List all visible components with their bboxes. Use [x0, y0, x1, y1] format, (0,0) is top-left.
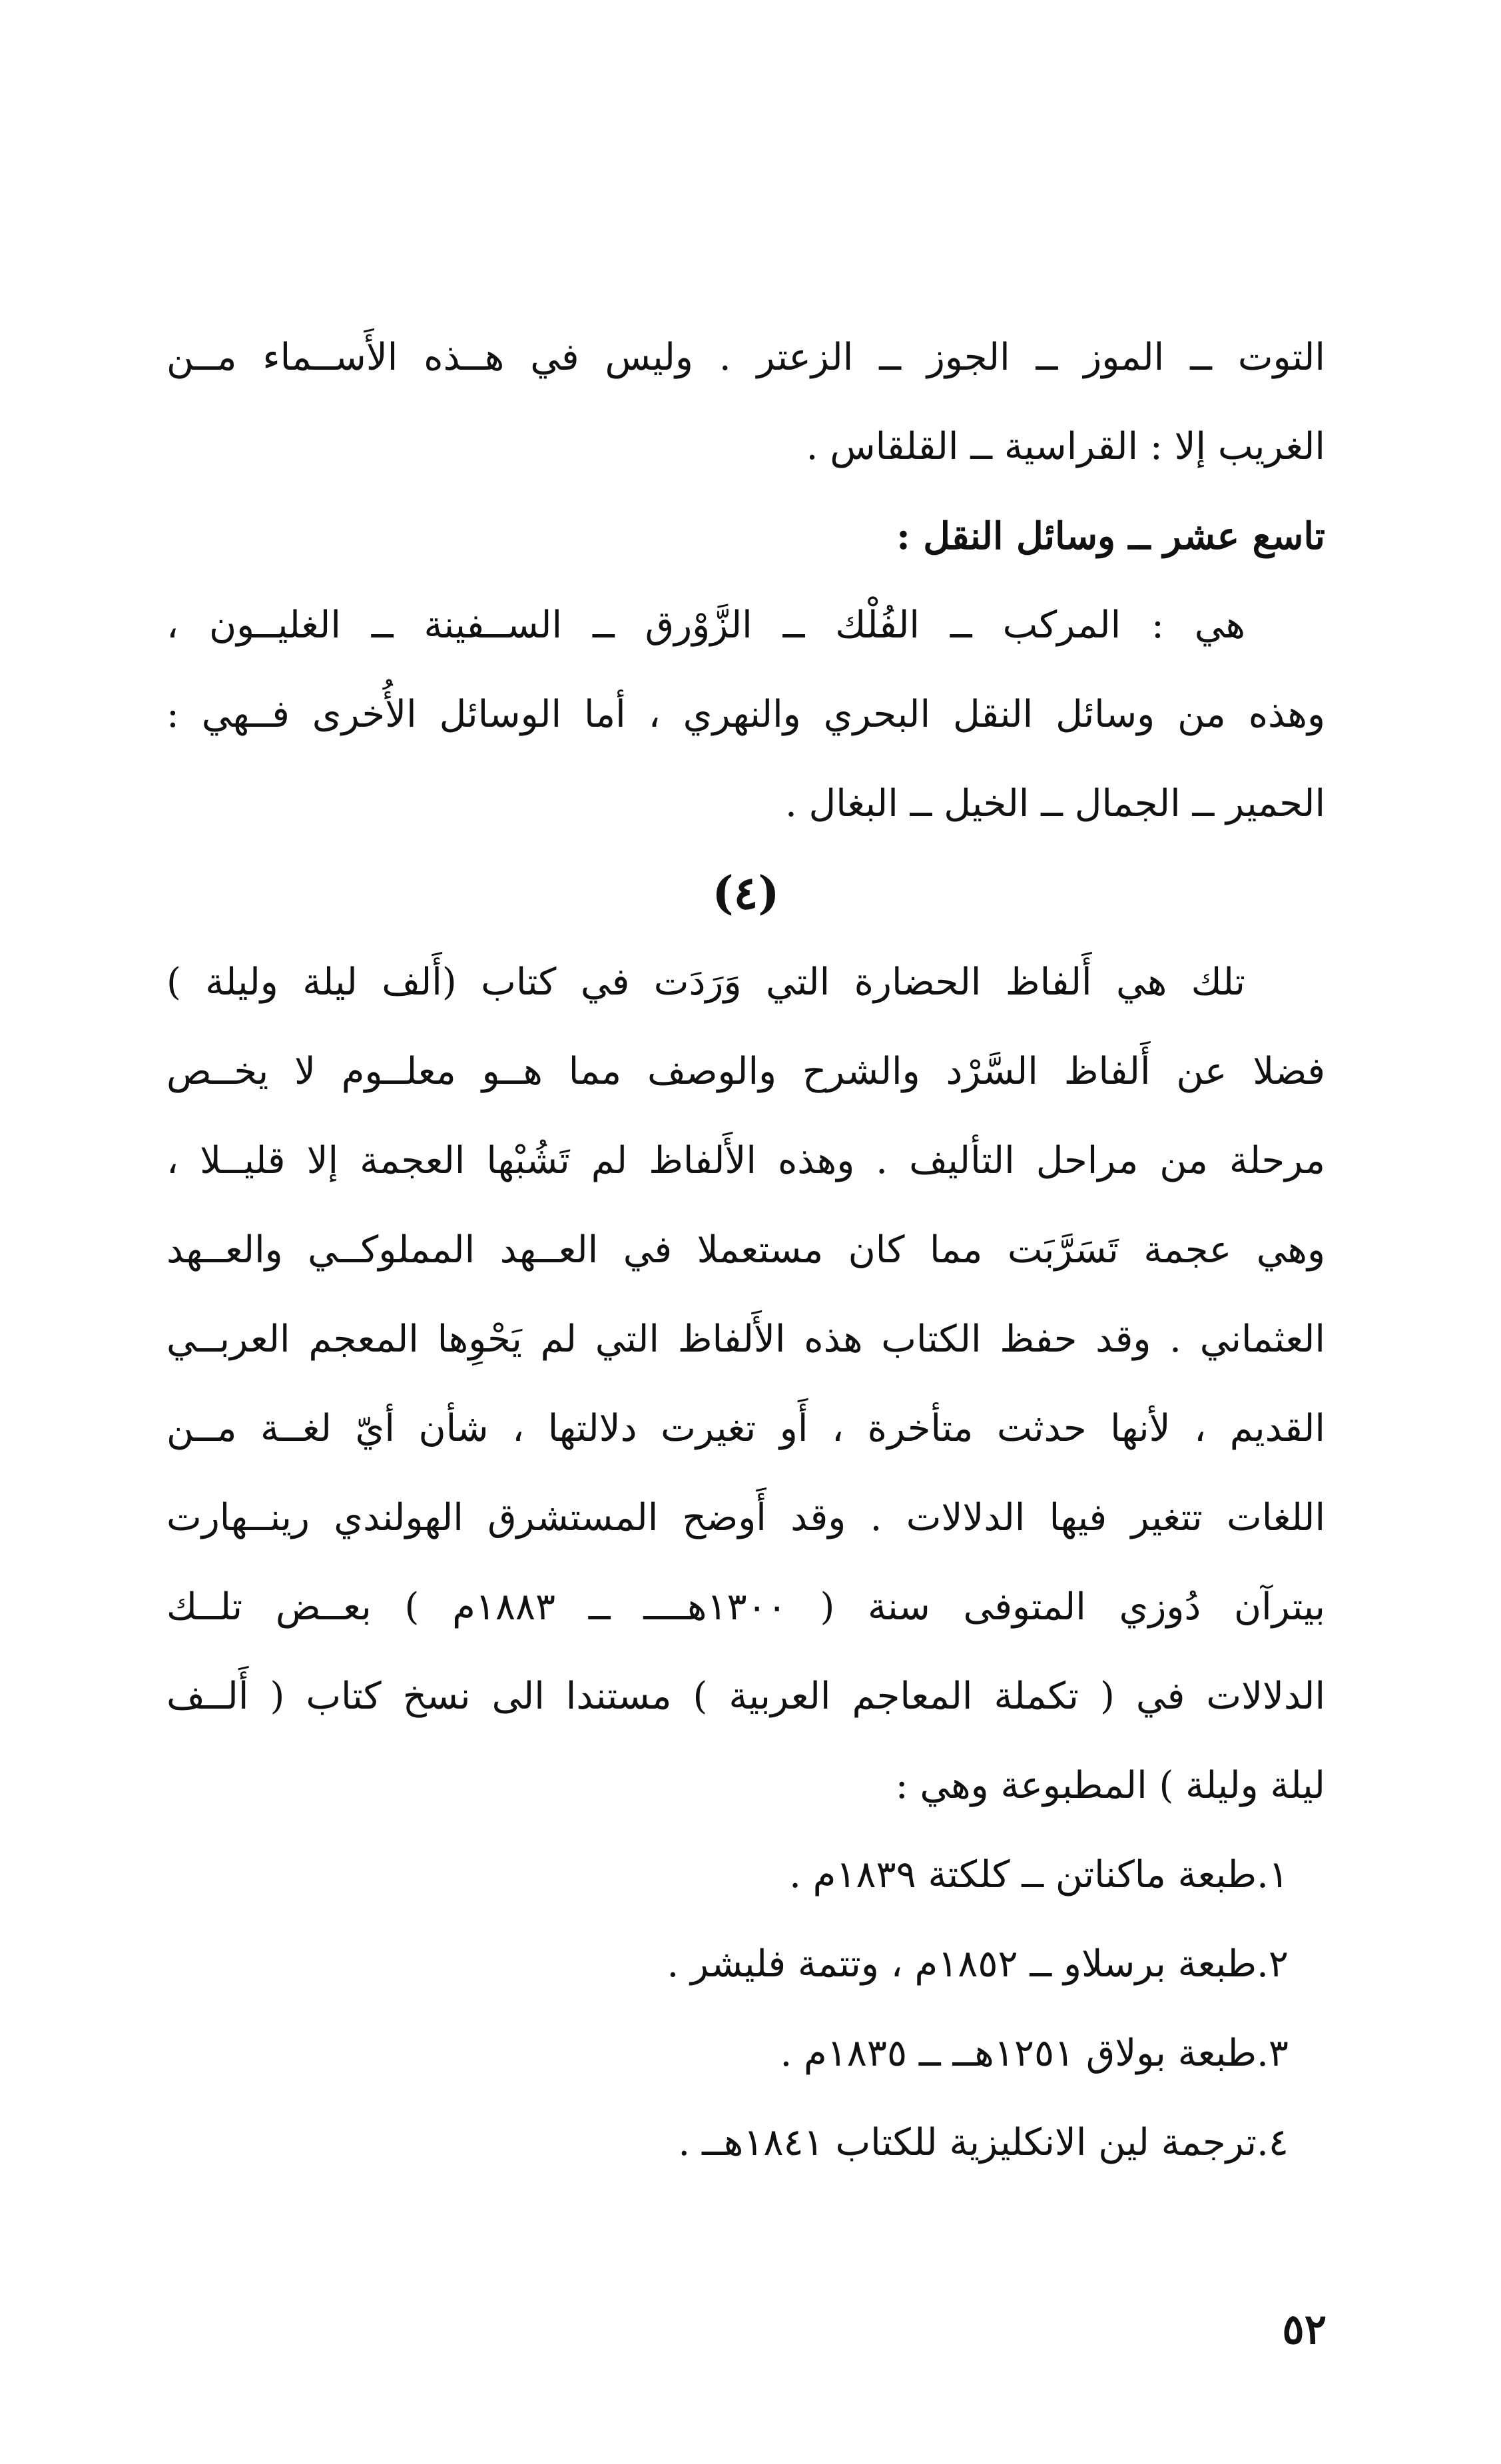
text-line-11: وهي عجمة تَسَرَّبَت مما كان مستعملا في العــهد المملوكــي والعــهد — [166, 1228, 1325, 1272]
text-line-6: الحمير ــ الجمال ــ الخيل ــ البغال . — [784, 782, 1325, 825]
text-line-17: ليلة وليلة ) المطبوعة وهي : — [895, 1764, 1325, 1807]
text-line-2: الغريب إلا : القراسية ــ القلقاس . — [806, 425, 1325, 468]
list-item-4: ٤.ترجمة لين الانكليزية للكتاب ١٨٤١هــ . — [678, 2121, 1289, 2164]
page-number: ٥٢ — [1282, 2305, 1327, 2353]
text-line-5: وهذه من وسائل النقل البحري والنهري ، أما الوسائل الأُخرى فــهي : — [166, 693, 1326, 736]
text-line-15: بيترآن دُوزي المتوفى سنة ( ١٣٠٠هــــ ــ ١٨٨٣م ) بعــض تلــك — [166, 1585, 1325, 1629]
list-item-3: ٣.طبعة بولاق ١٢٥١هــ ــ ١٨٣٥م . — [780, 2032, 1289, 2075]
text-line-1: التوت ــ الموز ــ الجوز ــ الزعتر . وليس في هــذه الأَســماء مــن — [166, 336, 1325, 379]
section-heading: تاسع عشر ــ وسائل النقل : — [896, 514, 1325, 558]
text-line-14: اللغات تتغير فيها الدلالات . وقد أَوضح المستشرق الهولندي رينــهارت — [166, 1496, 1325, 1539]
text-line-8: تلك هي أَلفاظ الحضارة التي وَرَدَت في كتاب (أَلف ليلة وليلة ) — [166, 961, 1245, 1004]
text-line-10: مرحلة من مراحل التأليف . وهذه الأَلفاظ لم تَشُبْها العجمة إلا قليــلا ، — [166, 1139, 1325, 1182]
list-item-2: ٢.طبعة برسلاو ــ ١٨٥٢م ، وتتمة فليشر . — [667, 1942, 1289, 1986]
page-body-text — [166, 313, 1325, 2188]
list-item-1: ١.طبعة ماكناتن ــ كلكتة ١٨٣٩م . — [789, 1853, 1289, 1896]
section-number: (٤) — [712, 867, 780, 920]
text-line-4: هي : المركب ــ الفُلْك ــ الزَّوْرق ــ الســفينة ــ الغليــون ، — [166, 604, 1245, 647]
text-line-12: العثماني . وقد حفظ الكتاب هذه الأَلفاظ التي لم يَحْوِها المعجم العربــي — [166, 1318, 1325, 1361]
text-line-13: القديم ، لأنها حدثت متأخرة ، أَو تغيرت دلالتها ، شأن أيّ لغــة مــن — [166, 1407, 1325, 1450]
text-line-16: الدلالات في ( تكملة المعاجم العربية ) مستندا الى نسخ كتاب ( أَلــف — [166, 1675, 1325, 1718]
text-line-9: فضلا عن أَلفاظ السَّرْد والشرح والوصف مما هــو معلــوم لا يخــص — [166, 1050, 1325, 1093]
